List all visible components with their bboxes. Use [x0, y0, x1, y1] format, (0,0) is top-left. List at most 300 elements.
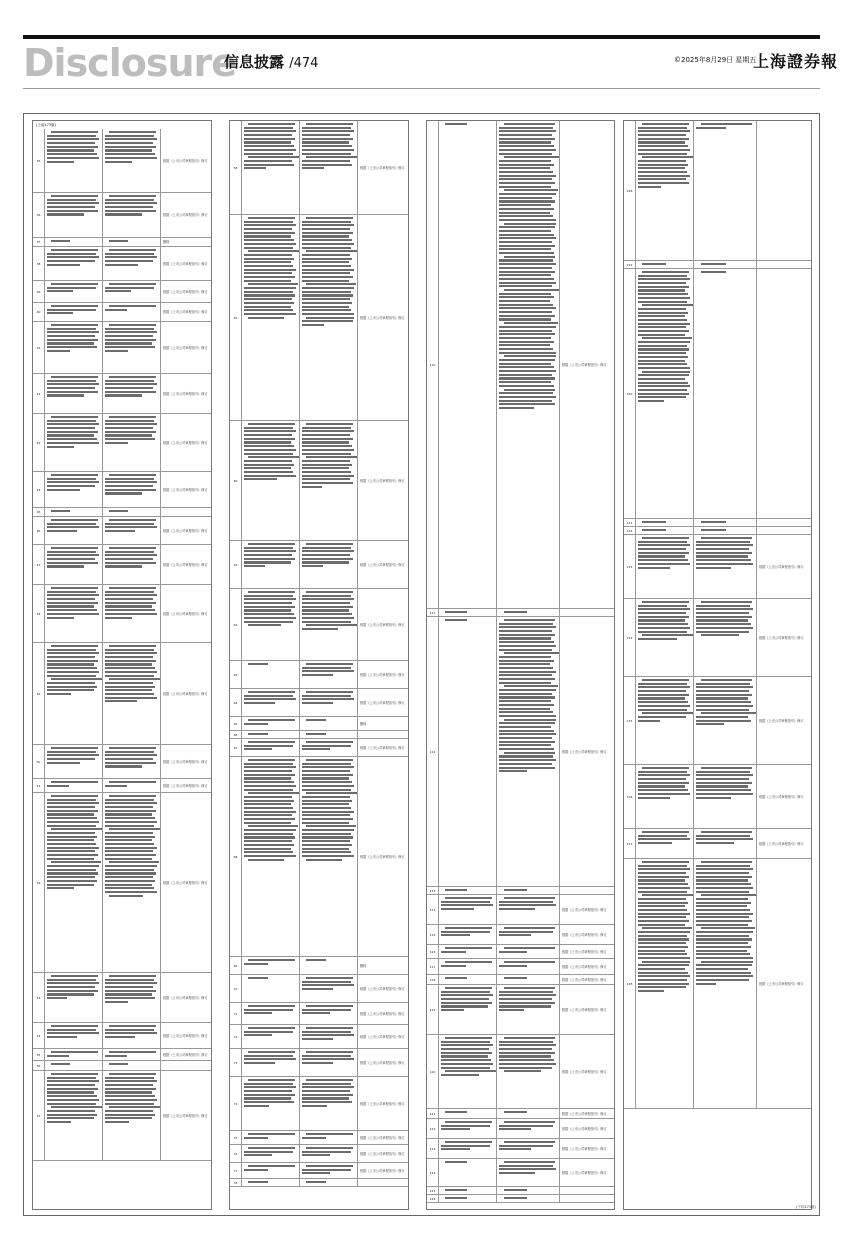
revision-basis: 根据《上市公司章程指引》修订	[163, 880, 208, 885]
table-row	[33, 973, 211, 1023]
original-clause-text	[242, 717, 300, 730]
revised-clause-text	[300, 1163, 358, 1178]
revision-basis: 根据《上市公司章程指引》修订	[562, 1126, 607, 1131]
table-row	[230, 121, 408, 215]
table-row	[624, 519, 811, 527]
table-row	[624, 121, 811, 261]
revision-basis	[560, 1187, 614, 1194]
original-clause-text	[439, 925, 497, 944]
revision-basis: 根据《上市公司章程指引》修订	[360, 745, 405, 750]
revised-clause-text	[694, 519, 757, 526]
row-number: 136	[624, 765, 636, 828]
revision-basis: 根据《上市公司章程指引》修订	[163, 391, 208, 396]
revised-clause-text	[103, 472, 161, 507]
table-row	[427, 1119, 614, 1139]
revision-basis	[560, 1195, 614, 1202]
table-row	[33, 1049, 211, 1061]
dateline: ©2025年8月29日 星期五	[674, 56, 757, 64]
original-clause-text	[45, 545, 103, 584]
revised-clause-text	[300, 689, 358, 716]
row-number: 119	[427, 985, 439, 1034]
revised-clause-text	[497, 1159, 560, 1186]
table-row	[230, 661, 408, 689]
chinese-title: 信息披露	[224, 53, 285, 71]
row-number: 38	[33, 247, 45, 280]
revision-basis: 根据《上市公司章程指引》修订	[163, 345, 208, 350]
revised-clause-text	[103, 517, 161, 544]
revision-basis: 根据《上市公司章程指引》修订	[360, 1151, 405, 1156]
revised-clause-text	[103, 793, 161, 972]
newspaper-logo: 上海證券報	[753, 52, 839, 71]
original-clause-text	[439, 617, 497, 886]
row-number: 41	[33, 322, 45, 373]
original-clause-text	[439, 1109, 497, 1118]
original-clause-text	[45, 585, 103, 642]
revision-basis: 根据《上市公司章程指引》修订	[163, 158, 208, 163]
row-number: 48	[33, 585, 45, 642]
row-number: 120	[427, 1035, 439, 1108]
table-column-1	[32, 120, 212, 1210]
revised-clause-text	[103, 238, 161, 246]
row-number: 47	[33, 545, 45, 584]
table-row	[427, 1035, 614, 1109]
masthead-english-title: Disclosure	[23, 41, 237, 85]
table-row	[33, 1023, 211, 1049]
row-number: 115	[427, 925, 439, 944]
revised-clause-text	[497, 1035, 560, 1108]
table-row	[427, 121, 614, 609]
row-number: 112	[427, 617, 439, 886]
table-row	[427, 617, 614, 887]
original-clause-text	[45, 281, 103, 302]
row-number: 137	[624, 829, 636, 858]
table-row	[427, 895, 614, 925]
table-row	[33, 238, 211, 247]
revised-clause-text	[497, 121, 560, 608]
row-number: 69	[230, 957, 242, 974]
revision-basis: 根据《上市公司章程指引》修订	[163, 310, 208, 314]
original-clause-text	[439, 1035, 497, 1108]
revision-basis: 根据《上市公司章程指引》修订	[759, 718, 804, 723]
original-clause-text	[636, 121, 694, 260]
revision-basis: 根据《上市公司章程指引》修订	[163, 691, 208, 696]
original-clause-text	[636, 829, 694, 858]
revised-clause-text	[300, 1131, 358, 1144]
original-clause-text	[439, 1187, 497, 1194]
revised-clause-text	[300, 975, 358, 1002]
original-clause-text	[242, 975, 300, 1002]
revision-basis: 根据《上市公司章程指引》修订	[360, 1060, 405, 1065]
row-number: 57	[33, 1071, 45, 1160]
original-clause-text	[45, 374, 103, 413]
row-number: 36	[33, 193, 45, 237]
original-clause-text	[45, 793, 103, 972]
table-row	[33, 193, 211, 238]
original-clause-text	[439, 985, 497, 1034]
original-clause-text	[439, 959, 497, 974]
revision-basis	[757, 527, 811, 534]
revision-basis: 根据《上市公司章程指引》修订	[163, 1033, 208, 1038]
table-row	[624, 677, 811, 765]
revised-clause-text	[497, 1187, 560, 1194]
original-clause-text	[45, 303, 103, 321]
table-row	[230, 957, 408, 975]
revised-clause-text	[300, 957, 358, 974]
table-row	[230, 1025, 408, 1049]
row-number: 111	[427, 609, 439, 616]
revised-clause-text	[103, 545, 161, 584]
masthead-top-rule	[23, 35, 820, 39]
revision-basis: 根据《上市公司章程指引》修订	[562, 932, 607, 937]
original-clause-text	[439, 895, 497, 924]
table-row	[624, 535, 811, 599]
revision-basis: 根据《上市公司章程指引》修订	[562, 964, 607, 969]
revision-basis: 根据《上市公司章程指引》修订	[360, 1034, 405, 1039]
revision-basis: 根据《上市公司章程指引》修订	[163, 783, 208, 788]
row-number: 60	[230, 421, 242, 540]
revised-clause-text	[300, 1025, 358, 1048]
table-row	[230, 1179, 408, 1187]
revision-basis	[358, 1179, 408, 1186]
table-row	[624, 765, 811, 829]
revised-clause-text	[497, 1139, 560, 1158]
revised-clause-text	[300, 589, 358, 660]
row-number: 40	[33, 303, 45, 321]
revised-clause-text	[300, 1003, 358, 1024]
table-row	[33, 1071, 211, 1161]
row-number: 37	[33, 238, 45, 246]
row-number: 76	[230, 1145, 242, 1162]
original-clause-text	[439, 1159, 497, 1186]
amendment-table	[230, 121, 408, 1187]
original-clause-text	[636, 519, 694, 526]
table-row	[230, 717, 408, 731]
original-clause-text	[439, 975, 497, 984]
revision-basis: 根据《上市公司章程指引》修订	[163, 611, 208, 616]
original-clause-text	[45, 1023, 103, 1048]
row-number: 43	[33, 414, 45, 471]
row-number: 134	[624, 599, 636, 676]
original-clause-text	[45, 322, 103, 373]
revised-clause-text	[694, 677, 757, 764]
revised-clause-text	[300, 1049, 358, 1076]
original-clause-text	[242, 1025, 300, 1048]
table-row	[230, 1163, 408, 1179]
revised-clause-text	[103, 1023, 161, 1048]
table-row	[230, 689, 408, 717]
original-clause-text	[242, 1179, 300, 1186]
original-clause-text	[242, 957, 300, 974]
revision-basis: 根据《上市公司章程指引》修订	[759, 841, 804, 846]
table-row	[624, 599, 811, 677]
original-clause-text	[242, 1145, 300, 1162]
table-row	[33, 129, 211, 193]
revised-clause-text	[103, 585, 161, 642]
table-row	[427, 945, 614, 959]
table-row	[33, 745, 211, 779]
table-row	[33, 793, 211, 973]
table-row	[33, 1061, 211, 1071]
table-column-3	[426, 120, 615, 1210]
table-row	[230, 1131, 408, 1145]
row-number: 70	[230, 975, 242, 1002]
revision-basis: 根据《上市公司章程指引》修订	[360, 1101, 405, 1106]
table-row	[33, 508, 211, 517]
amendment-table	[427, 121, 614, 1203]
revision-basis: 根据《上市公司章程指引》修订	[360, 700, 405, 705]
table-row	[230, 1145, 408, 1163]
revision-basis: 根据《上市公司章程指引》修订	[163, 528, 208, 533]
revision-basis: 根据《上市公司章程指引》修订	[360, 315, 405, 320]
table-row	[33, 585, 211, 643]
revision-basis	[358, 731, 408, 738]
revised-clause-text	[103, 129, 161, 192]
table-row	[427, 887, 614, 895]
revision-basis	[161, 1061, 211, 1070]
row-number: 121	[427, 1109, 439, 1118]
table-row	[33, 303, 211, 322]
revised-clause-text	[300, 1145, 358, 1162]
original-clause-text	[242, 739, 300, 756]
row-number: 59	[230, 215, 242, 420]
row-number: 52	[33, 793, 45, 972]
row-number: 129	[624, 261, 636, 268]
revision-basis: 根据《上市公司章程指引》修订	[163, 1113, 208, 1118]
revision-basis: 根据《上市公司章程指引》修订	[360, 672, 405, 677]
table-column-4	[623, 120, 812, 1210]
revised-clause-text	[300, 121, 358, 214]
revised-clause-text	[103, 508, 161, 516]
original-clause-text	[439, 121, 497, 608]
revision-basis: 根据《上市公司章程指引》修订	[562, 907, 607, 912]
revised-clause-text	[497, 887, 560, 894]
row-number: 125	[427, 1187, 439, 1194]
original-clause-text	[242, 215, 300, 420]
table-row	[33, 517, 211, 545]
revision-basis	[560, 887, 614, 894]
revision-basis	[757, 261, 811, 268]
table-row	[230, 1077, 408, 1131]
row-number: 68	[230, 757, 242, 956]
row-number: 56	[33, 1061, 45, 1070]
revised-clause-text	[103, 1071, 161, 1160]
original-clause-text	[242, 757, 300, 956]
row-number: 130	[624, 269, 636, 518]
revised-clause-text	[300, 757, 358, 956]
revised-clause-text	[497, 895, 560, 924]
row-number: 46	[33, 517, 45, 544]
table-row	[33, 281, 211, 303]
table-row	[427, 1109, 614, 1119]
original-clause-text	[45, 1061, 103, 1070]
row-number: 135	[624, 677, 636, 764]
revised-clause-text	[103, 745, 161, 778]
revision-basis: 根据《上市公司章程指引》修订	[360, 1168, 405, 1173]
row-number: 54	[33, 1023, 45, 1048]
original-clause-text	[45, 1049, 103, 1060]
revised-clause-text	[497, 1109, 560, 1118]
row-number: 62	[230, 589, 242, 660]
row-number: 45	[33, 508, 45, 516]
row-number: 65	[230, 717, 242, 730]
row-number: 49	[33, 643, 45, 744]
row-number: 44	[33, 472, 45, 507]
revision-basis: 根据《上市公司章程指引》修订	[562, 1111, 607, 1116]
revised-clause-text	[694, 261, 757, 268]
revised-clause-text	[694, 535, 757, 598]
row-number: 78	[230, 1179, 242, 1186]
row-number: 123	[427, 1139, 439, 1158]
table-row	[427, 925, 614, 945]
revision-basis: 根据《上市公司章程指引》修订	[562, 1170, 607, 1175]
revised-clause-text	[497, 609, 560, 616]
revision-basis: 根据《上市公司章程指引》修订	[360, 854, 405, 859]
row-number: 53	[33, 973, 45, 1022]
original-clause-text	[45, 414, 103, 471]
revised-clause-text	[103, 1049, 161, 1060]
row-number: 118	[427, 975, 439, 984]
revised-clause-text	[497, 925, 560, 944]
row-number: 55	[33, 1049, 45, 1060]
table-row	[33, 247, 211, 281]
revised-clause-text	[103, 303, 161, 321]
original-clause-text	[45, 745, 103, 778]
revision-basis: 根据《上市公司章程指引》修订	[163, 213, 208, 217]
revision-basis: 根据《上市公司章程指引》修订	[562, 749, 607, 754]
original-clause-text	[242, 1163, 300, 1178]
revision-basis: 根据《上市公司章程指引》修订	[163, 1052, 208, 1057]
revision-basis: 根据《上市公司章程指引》修订	[360, 986, 405, 991]
row-number: 71	[230, 1003, 242, 1024]
original-clause-text	[242, 661, 300, 688]
row-number: 128	[624, 121, 636, 260]
revised-clause-text	[300, 421, 358, 540]
table-row	[427, 1195, 614, 1203]
original-clause-text	[45, 129, 103, 192]
revised-clause-text	[300, 731, 358, 738]
original-clause-text	[439, 609, 497, 616]
original-clause-text	[636, 765, 694, 828]
revised-clause-text	[694, 121, 757, 260]
row-number: 42	[33, 374, 45, 413]
row-number: 126	[427, 1195, 439, 1202]
revised-clause-text	[497, 945, 560, 958]
original-clause-text	[636, 527, 694, 534]
original-clause-text	[636, 599, 694, 676]
original-clause-text	[242, 1003, 300, 1024]
original-clause-text	[636, 261, 694, 268]
original-clause-text	[45, 643, 103, 744]
revision-basis: 根据《上市公司章程指引》修订	[562, 949, 607, 954]
table-row	[230, 1003, 408, 1025]
revision-basis: 根据《上市公司章程指引》修订	[163, 995, 208, 1000]
revised-clause-text	[497, 1195, 560, 1202]
amendment-table	[33, 121, 211, 1161]
row-number: 131	[624, 519, 636, 526]
original-clause-text	[45, 193, 103, 237]
row-number: 51	[33, 779, 45, 792]
row-number: 73	[230, 1049, 242, 1076]
table-row	[427, 609, 614, 617]
revised-clause-text	[300, 661, 358, 688]
row-number: 50	[33, 745, 45, 778]
original-clause-text	[242, 589, 300, 660]
revised-clause-text	[694, 765, 757, 828]
revision-basis: 根据《上市公司章程指引》修订	[163, 440, 208, 445]
table-row	[427, 985, 614, 1035]
row-number: 122	[427, 1119, 439, 1138]
revision-basis: 根据《上市公司章程指引》修订	[163, 759, 208, 764]
row-number: 39	[33, 281, 45, 302]
masthead-bottom-rule	[23, 88, 820, 89]
row-number: 58	[230, 121, 242, 214]
revised-clause-text	[300, 717, 358, 730]
row-number: 77	[230, 1163, 242, 1178]
row-number: 110	[427, 121, 439, 608]
page-number: /474	[289, 56, 319, 71]
row-number: 114	[427, 895, 439, 924]
revision-basis: 根据《上市公司章程指引》修订	[360, 478, 405, 483]
revision-basis: 根据《上市公司章程指引》修订	[759, 981, 804, 986]
original-clause-text	[636, 677, 694, 764]
revised-clause-text	[694, 527, 757, 534]
revised-clause-text	[694, 859, 757, 1108]
revision-basis: 根据《上市公司章程指引》修订	[360, 1011, 405, 1016]
original-clause-text	[242, 1131, 300, 1144]
revised-clause-text	[103, 1061, 161, 1070]
masthead-section-title	[224, 51, 318, 72]
revised-clause-text	[300, 1179, 358, 1186]
revision-basis	[161, 508, 211, 516]
original-clause-text	[242, 121, 300, 214]
original-clause-text	[45, 1071, 103, 1160]
revision-basis: 根据《上市公司章程指引》修订	[562, 1146, 607, 1151]
revision-basis: 根据《上市公司章程指引》修订	[360, 562, 405, 567]
row-number: 138	[624, 859, 636, 1108]
revision-basis: 根据《上市公司章程指引》修订	[759, 794, 804, 799]
revised-clause-text	[300, 541, 358, 588]
table-row	[624, 261, 811, 269]
revised-clause-text	[103, 973, 161, 1022]
row-number: 64	[230, 689, 242, 716]
revision-basis: 根据《上市公司章程指引》修订	[360, 1135, 405, 1140]
table-row	[33, 322, 211, 374]
original-clause-text	[242, 421, 300, 540]
original-clause-text	[636, 535, 694, 598]
revised-clause-text	[694, 269, 757, 518]
row-number: 74	[230, 1077, 242, 1130]
revised-clause-text	[497, 1119, 560, 1138]
table-row	[230, 975, 408, 1003]
revision-basis: 根据《上市公司章程指引》修订	[562, 1007, 607, 1012]
revised-clause-text	[300, 739, 358, 756]
row-number: 66	[230, 731, 242, 738]
original-clause-text	[439, 1195, 497, 1202]
table-row	[230, 215, 408, 421]
revised-clause-text	[497, 617, 560, 886]
revised-clause-text	[103, 643, 161, 744]
revised-clause-text	[694, 829, 757, 858]
original-clause-text	[242, 541, 300, 588]
row-number: 117	[427, 959, 439, 974]
revision-basis: 根据《上市公司章程指引》修订	[759, 635, 804, 640]
continued-from-note: (上接473版)	[36, 123, 56, 127]
table-row	[230, 1049, 408, 1077]
table-row	[230, 541, 408, 589]
revision-basis	[560, 609, 614, 616]
revised-clause-text	[103, 247, 161, 280]
revision-basis: 根据《上市公司章程指引》修订	[562, 1069, 607, 1074]
